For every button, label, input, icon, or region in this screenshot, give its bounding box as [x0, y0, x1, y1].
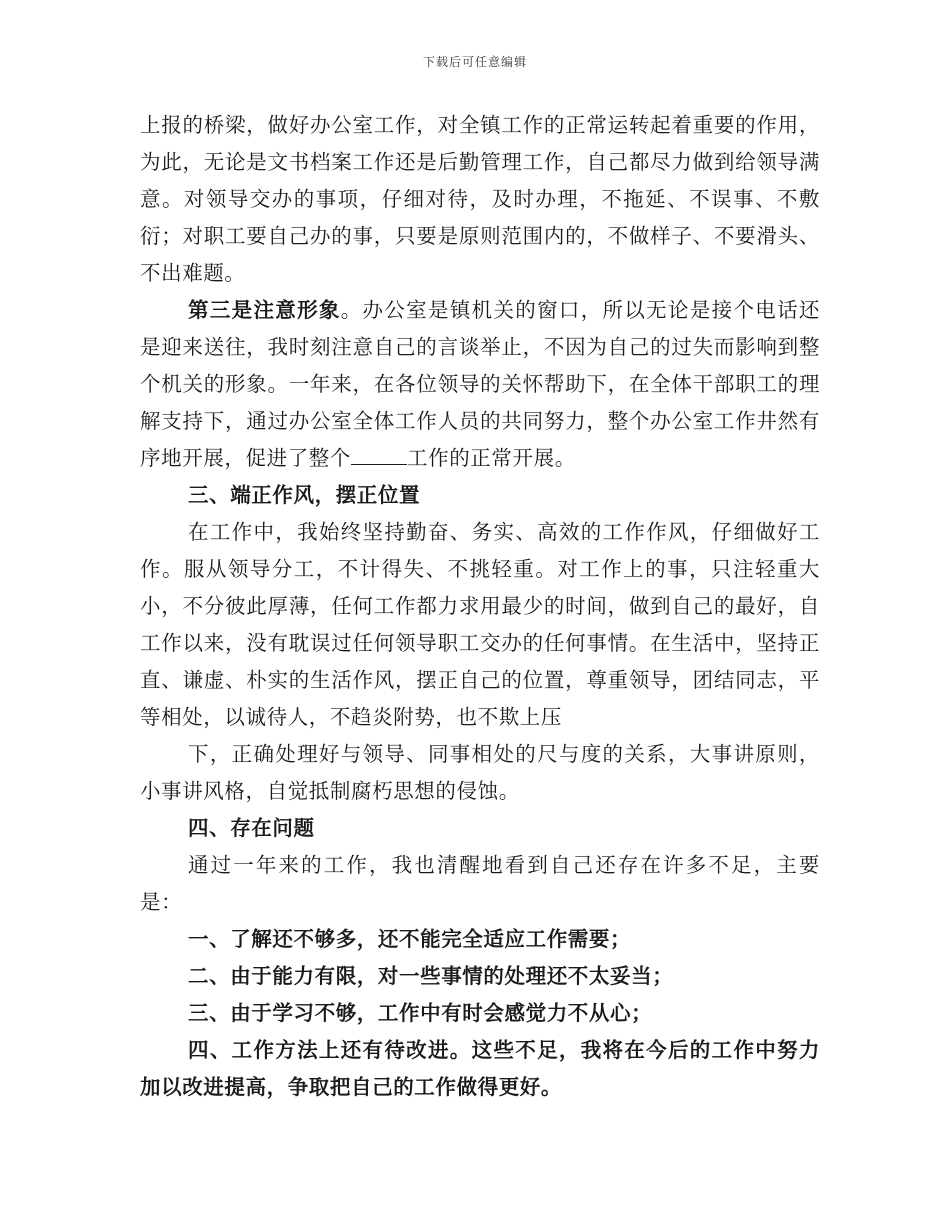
page-header: 下载后可任意编辑 — [422, 55, 527, 69]
problem-item-4-conclusion: 四、工作方法上还有待改进。这些不足，我将在今后的工作中努力加以改进提高，争取把自己的工作做得更好。 — [140, 1038, 820, 1099]
problem-item-2: 二、由于能力有限，对一些事情的处理还不太妥当； — [188, 964, 674, 988]
paragraph-office-work: 上报的桥梁，做好办公室工作，对全镇工作的正常运转起着重要的作用，为此，无论是文书档案工作还是后勤管理工作，自己都尽力做到给领导满意。对领导交办的事项，仔细对待，及时办理，不拖延、不误事、不敷衍；对职工要自己办的事，只要是原则范围内的，不做样子、不要滑头、不出难题。 — [140, 113, 820, 285]
fill-in-blank — [351, 444, 407, 466]
paragraph-image — [140, 292, 820, 477]
section-heading-3: 三、端正作风，摆正位置 — [188, 483, 421, 507]
paragraph-relations: 下，正确处理好与领导、同事相处的尺与度的关系，大事讲原则，小事讲风格，自觉抵制腐朽思想的侵蚀。 — [140, 742, 820, 803]
paragraph-work-style: 在工作中，我始终坚持勤奋、务实、高效的工作作风，仔细做好工作。服从领导分工，不计得失、不挑轻重。对工作上的事，只注轻重大小，不分彼此厚薄，任何工作都力求用最少的时间，做到自己的最好，自工作以来，没有耽误过任何领导职工交办的任何事情。在生活中，坚持正直、谦虚、朴实的生活作风，摆正自己的位置，尊重领导，团结同志，平等相处，以诚待人，不趋炎附势，也不欺上压 — [140, 520, 820, 729]
paragraph-image-text: 。办公室是镇机关的窗口，所以无论是接个电话还是迎来送往，我时刻注意自己的言谈举止，不因为自己的过失而影响到整个机关的形象。一年来，在各位领导的关怀帮助下，在全体干部职工的理解支持下，通过办公室全体工作人员的共同努力，整个办公室工作井然有序地开展，促进了整个 — [140, 298, 821, 470]
problem-item-1: 一、了解还不够多，还不能完全适应工作需要； — [188, 927, 632, 951]
paragraph-image-text-end: 工作的正常开展。 — [407, 446, 576, 470]
paragraph-image-lead: 第三是注意形象 — [188, 298, 341, 322]
problem-item-3: 三、由于学习不够，工作中有时会感觉力不从心； — [188, 1001, 653, 1025]
section-heading-4: 四、存在问题 — [188, 816, 315, 840]
document-body — [140, 107, 820, 1106]
paragraph-problems-intro: 通过一年来的工作，我也清醒地看到自己还存在许多不足，主要是： — [140, 853, 820, 914]
